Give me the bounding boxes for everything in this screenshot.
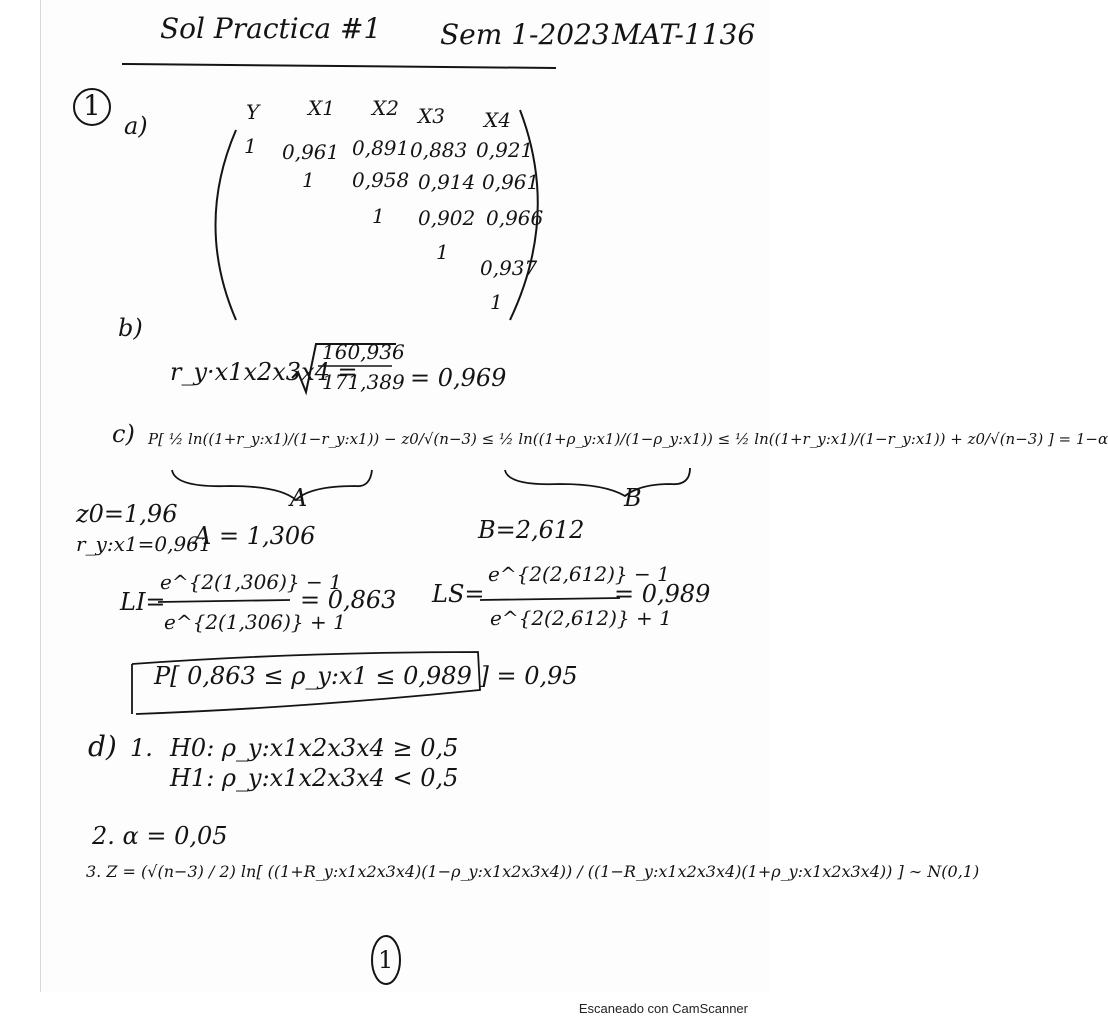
brace-b [505, 468, 690, 496]
page-title: Sol Practica #1 [160, 12, 382, 45]
part-a-label: a) [124, 112, 148, 140]
multiple-correlation-value: = 0,969 [410, 364, 507, 392]
matrix-left-paren [216, 130, 237, 320]
fisher-interval-formula: P[ ½ ln((1+r_y:x1)/(1−r_y:x1)) − z0/√(n−3) ≤ ½ ln((1+ρ_y:x1)/(1−ρ_y:x1)) ≤ ½ ln((1+r_y:x1)/(1−r_y:x1)) + z0/√(n−3) ] = 1−α [148, 430, 1108, 448]
matrix-cell: 0,958 [352, 168, 410, 192]
multiple-correlation-lhs: r_y·x1x2x3x4 = [170, 358, 358, 386]
b-value: B=2,612 [478, 516, 585, 544]
part-c-label: c) [112, 420, 135, 448]
matrix-cell: 0,921 [476, 138, 534, 162]
li-value: = 0,863 [300, 586, 397, 614]
matrix-cell: 0,937 [480, 256, 538, 280]
problem-number: 1 [83, 89, 101, 122]
matrix-header-y: Y [246, 100, 260, 124]
matrix-cell: 0,914 [418, 170, 476, 194]
brace-a-label: A [290, 484, 308, 512]
matrix-header-x3: X3 [418, 104, 445, 128]
matrix-cell: 1 [244, 134, 257, 158]
matrix-cell: 0,966 [486, 206, 544, 230]
ls-denominator: e^{2(2,612)} + 1 [490, 606, 672, 630]
matrix-cell: 0,961 [282, 140, 340, 164]
alternative-hypothesis: H1: ρ_y:x1x2x3x4 < 0,5 [170, 764, 459, 792]
matrix-cell: 0,902 [418, 206, 476, 230]
matrix-header-x2: X2 [372, 96, 399, 120]
significance-level: 2. α = 0,05 [92, 822, 228, 850]
matrix-cell: 1 [436, 240, 449, 264]
a-value: A = 1,306 [194, 522, 316, 550]
confidence-interval-result: P[ 0,863 ≤ ρ_y:x1 ≤ 0,989 ] = 0,95 [154, 662, 578, 690]
test-statistic-formula: 3. Z = (√(n−3) / 2) ln[ ((1+R_y:x1x2x3x4)(1−ρ_y:x1x2x3x4)) / ((1−R_y:x1x2x3x4)(1+ρ_y:x1x2x3x4)) ] ∼ N(0,1) [86, 862, 980, 881]
matrix-cell: 1 [302, 168, 315, 192]
matrix-cell: 0,883 [410, 138, 468, 162]
part-b-label: b) [118, 314, 143, 342]
li-label: LI= [120, 588, 166, 616]
li-denominator: e^{2(1,306)} + 1 [164, 610, 346, 634]
sqrt-denominator: 171,389 [322, 370, 405, 394]
sqrt-numerator: 160,936 [322, 340, 405, 364]
matrix-cell: 1 [372, 204, 385, 228]
li-fraction-bar [158, 600, 290, 602]
ls-value: = 0,989 [614, 580, 711, 608]
page-number: 1 [378, 946, 394, 974]
matrix-header-x1: X1 [308, 96, 335, 120]
matrix-cell: 0,891 [352, 136, 410, 160]
matrix-cell: 1 [490, 290, 503, 314]
brace-b-label: B [624, 484, 642, 512]
null-hypothesis: H0: ρ_y:x1x2x3x4 ≥ 0,5 [170, 734, 459, 762]
scanner-watermark: Escaneado con CamScanner [578, 1001, 748, 1016]
ls-fraction-bar [480, 598, 620, 600]
course-code: MAT-1136 [612, 18, 756, 51]
brace-a [172, 470, 372, 500]
z0-value: z0=1,96 [76, 500, 178, 528]
matrix-header-x4: X4 [484, 108, 511, 132]
part-d-label: d) [88, 730, 117, 763]
li-numerator: e^{2(1,306)} − 1 [160, 570, 342, 594]
step-1-number: 1. [130, 734, 153, 762]
ls-numerator: e^{2(2,612)} − 1 [488, 562, 670, 586]
semester: Sem 1-2023 [440, 18, 610, 51]
matrix-cell: 0,961 [482, 170, 540, 194]
r-yx1-value: r_y:x1=0,961 [76, 532, 212, 556]
title-underline [122, 64, 556, 68]
ls-label: LS= [432, 580, 485, 608]
